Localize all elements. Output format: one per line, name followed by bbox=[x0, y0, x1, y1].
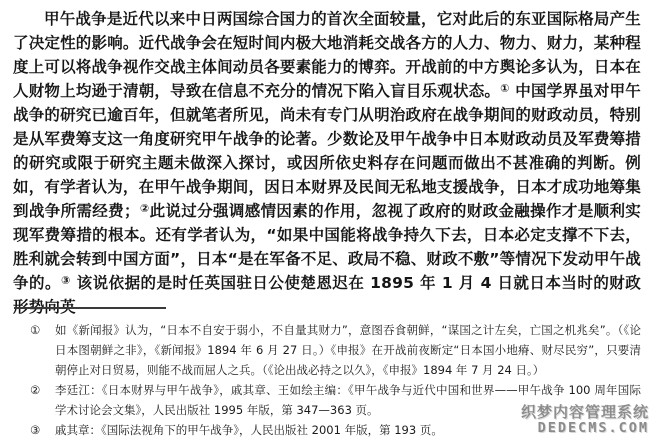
footnote-marker-2: ② bbox=[139, 202, 150, 215]
body-paragraph bbox=[13, 7, 641, 319]
body-text-segment-3: 此说过分强调感情因素的作用，忽视了政府的财政金融操作才是顺利实现军费筹措的根本。还有学者认为，“如果中国能将战争持久下去，日本必定支撑不下去，胜利就会转到中国方面”，日本“是在军备不足、政局不稳、财政不敷”等情况下发动甲午战争的。 bbox=[13, 202, 642, 292]
footnote-marker-1: ① bbox=[500, 82, 510, 95]
watermark-chinese-text: 织梦内容管理系统 bbox=[520, 403, 649, 422]
watermark bbox=[521, 405, 649, 435]
body-text-segment-4: 该说依据的是时任英国驻日公使楚恩迟在 1895 年 1 月 4 日就日本当时的财政形势向英 bbox=[13, 274, 641, 316]
paragraph-content bbox=[13, 7, 641, 319]
footnote-text-2: 李廷江：《日本财界与甲午战争》，戚其章、王如绘主编：《甲午战争与近代中国和世界——甲午战争 100 周年国际学术讨论会文集》，人民出版社 1995 年版，第 347—363 页。 bbox=[55, 383, 641, 417]
footnote-marker-3: ③ bbox=[60, 274, 71, 287]
footnote-text-1: 如《新闻报》认为，“日本不自安于弱小，不自量其财力”，意图吞食朝鲜，“谋国之计左矣，亡国之机兆矣”。（《论日本图朝鲜之非》，《新闻报》1894 年 6 月 27 日。）《申报》在开战前夜断定“日本国小地瘠、财尽民穷”，只要清朝停止对日贸易，则能不战而屈人之兵。（《论出战必持之以久》，《申报》1894 年 7 月 24 日。） bbox=[55, 323, 641, 377]
body-text-segment-2: 中国学界虽对甲午战争的研究已逾百年，但就笔者所见，尚未有专门从明治政府在战争期间的财政动员，特别是从军费筹支这一角度研究甲午战争的论著。少数论及甲午战争中日本财政动员及军费筹措的研究或限于研究主题未做深入探讨，或因所依史料存在问题而做出不甚准确的判断。例如，有学者认为，在甲午战争期间，因日本财界及民间无私地支援战争，日本才成功地筹集到战争所需经费； bbox=[13, 82, 642, 220]
footnote-text-3: 戚其章：《国际法视角下的甲午战争》，人民出版社 2001 年版，第 193 页。 bbox=[55, 423, 443, 437]
body-text-segment-1: 甲午战争是近代以来中日两国综合国力的首次全面较量，它对此后的东亚国际格局产生了决定性的影响。近代战争会在短时间内极大地消耗交战各方的人力、物力、财力，某种程度上可以将战争视作交战主体间动员各要素能力的博弈。开战前的中方舆论多认为，日本在人财物上均逊于清朝，导致在信息不充分的情况下陷入盲目乐观状态。 bbox=[13, 10, 642, 100]
footnote-item-1 bbox=[30, 320, 641, 380]
footnote-number-1: ① bbox=[30, 323, 41, 337]
footnote-number-3: ③ bbox=[30, 423, 41, 437]
footnote-number-2: ② bbox=[30, 383, 41, 397]
footnote-divider bbox=[14, 307, 166, 309]
watermark-site-text: DEDECMS.COM bbox=[537, 419, 649, 436]
